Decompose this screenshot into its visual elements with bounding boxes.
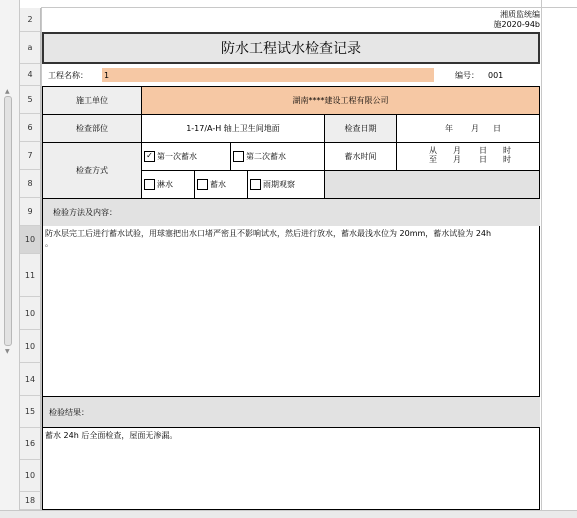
- row-header[interactable]: 9: [20, 198, 41, 226]
- row-header[interactable]: a: [20, 32, 41, 64]
- row-header[interactable]: 7: [20, 142, 41, 170]
- checkbox-icon[interactable]: [250, 179, 261, 190]
- option-label: 蓄水: [210, 180, 226, 189]
- number-field[interactable]: 001: [486, 68, 540, 82]
- inspection-method-label: 检验方法及内容：: [43, 199, 540, 226]
- form-title[interactable]: 防水工程试水检查记录: [42, 32, 540, 64]
- method-option-first-storage[interactable]: [142, 143, 230, 170]
- form-code: [478, 10, 540, 32]
- form-code-line1: 湘质监统编: [500, 10, 540, 19]
- option-label: 第二次蓄水: [246, 152, 286, 161]
- unit-field[interactable]: 湖南****建设工程有限公司: [141, 87, 539, 114]
- option-label: 第一次蓄水: [157, 152, 197, 161]
- project-name-field[interactable]: 1: [102, 68, 434, 82]
- method-label: 检查方式: [43, 143, 141, 198]
- inspection-method-text: 防水层完工后进行蓄水试验，用球塞把出水口堵严密且不影响试水，然后进行放水，蓄水最浅水位为 20mm，蓄水试验为 24h: [45, 229, 492, 238]
- row-header[interactable]: 10: [20, 297, 41, 330]
- storage-time-label: 蓄水时间: [324, 143, 396, 170]
- time-day: 日: [479, 146, 487, 155]
- row-header[interactable]: 14: [20, 363, 41, 396]
- inspection-result-label: 检验结果：: [43, 397, 540, 427]
- date-field[interactable]: [396, 115, 539, 142]
- vertical-scrollbar-thumb[interactable]: [4, 96, 12, 346]
- form-code-line2: 施2020-94b: [493, 20, 540, 29]
- row-header[interactable]: 10: [20, 226, 41, 254]
- part-label: 检查部位: [43, 115, 141, 142]
- row-header[interactable]: 10: [20, 330, 41, 363]
- method-option-rain-observation[interactable]: [248, 171, 324, 198]
- time-month: 月: [453, 155, 461, 164]
- sheet-top-margin: [41, 0, 577, 8]
- option-label: 淋水: [157, 180, 173, 189]
- date-day: 日: [493, 124, 501, 133]
- inspection-method-content[interactable]: [43, 226, 540, 396]
- scroll-up-icon[interactable]: ▲: [5, 88, 10, 95]
- unit-label: 施工单位: [43, 87, 141, 114]
- time-hour: 时: [503, 146, 511, 155]
- sheet-tab-bar[interactable]: [0, 510, 577, 518]
- row-header[interactable]: 4: [20, 64, 41, 86]
- sheet-right-margin: [541, 0, 577, 510]
- number-label: 编号：: [455, 70, 479, 80]
- inspection-method-text2: 。: [45, 239, 53, 248]
- checkbox-icon[interactable]: [197, 179, 208, 190]
- checkbox-checked-icon[interactable]: ✓: [144, 151, 155, 162]
- method-option-storage[interactable]: [195, 171, 247, 198]
- storage-time-field[interactable]: [396, 143, 539, 170]
- checkbox-icon[interactable]: [233, 151, 244, 162]
- row-header[interactable]: 11: [20, 254, 41, 297]
- time-hour: 时: [503, 155, 511, 164]
- row-header[interactable]: 15: [20, 396, 41, 428]
- empty-cell[interactable]: [325, 171, 539, 198]
- project-label: 工程名称：: [48, 70, 88, 80]
- time-from-label: 从: [429, 146, 437, 155]
- option-label: 雨期观察: [263, 180, 295, 189]
- row-header[interactable]: 16: [20, 428, 41, 460]
- row-header[interactable]: 10: [20, 460, 41, 492]
- row-header[interactable]: 8: [20, 170, 41, 198]
- date-month: 月: [471, 124, 479, 133]
- date-year: 年: [445, 124, 453, 133]
- checkbox-icon[interactable]: [144, 179, 155, 190]
- date-label: 检查日期: [324, 115, 396, 142]
- part-field[interactable]: 1-17/A-H 轴上卫生间地面: [141, 115, 324, 142]
- row-header[interactable]: 6: [20, 114, 41, 142]
- inspection-result-content[interactable]: 蓄水 24h 后全面检查，屋面无渗漏。: [45, 431, 178, 440]
- method-option-second-storage[interactable]: [231, 143, 324, 170]
- row-header[interactable]: 5: [20, 86, 41, 114]
- method-option-spray[interactable]: [142, 171, 194, 198]
- time-month: 月: [453, 146, 461, 155]
- scroll-down-icon[interactable]: ▼: [5, 348, 10, 355]
- row-header[interactable]: 2: [20, 8, 41, 32]
- time-day: 日: [479, 155, 487, 164]
- row-header[interactable]: 18: [20, 492, 41, 510]
- time-to-label: 至: [429, 155, 437, 164]
